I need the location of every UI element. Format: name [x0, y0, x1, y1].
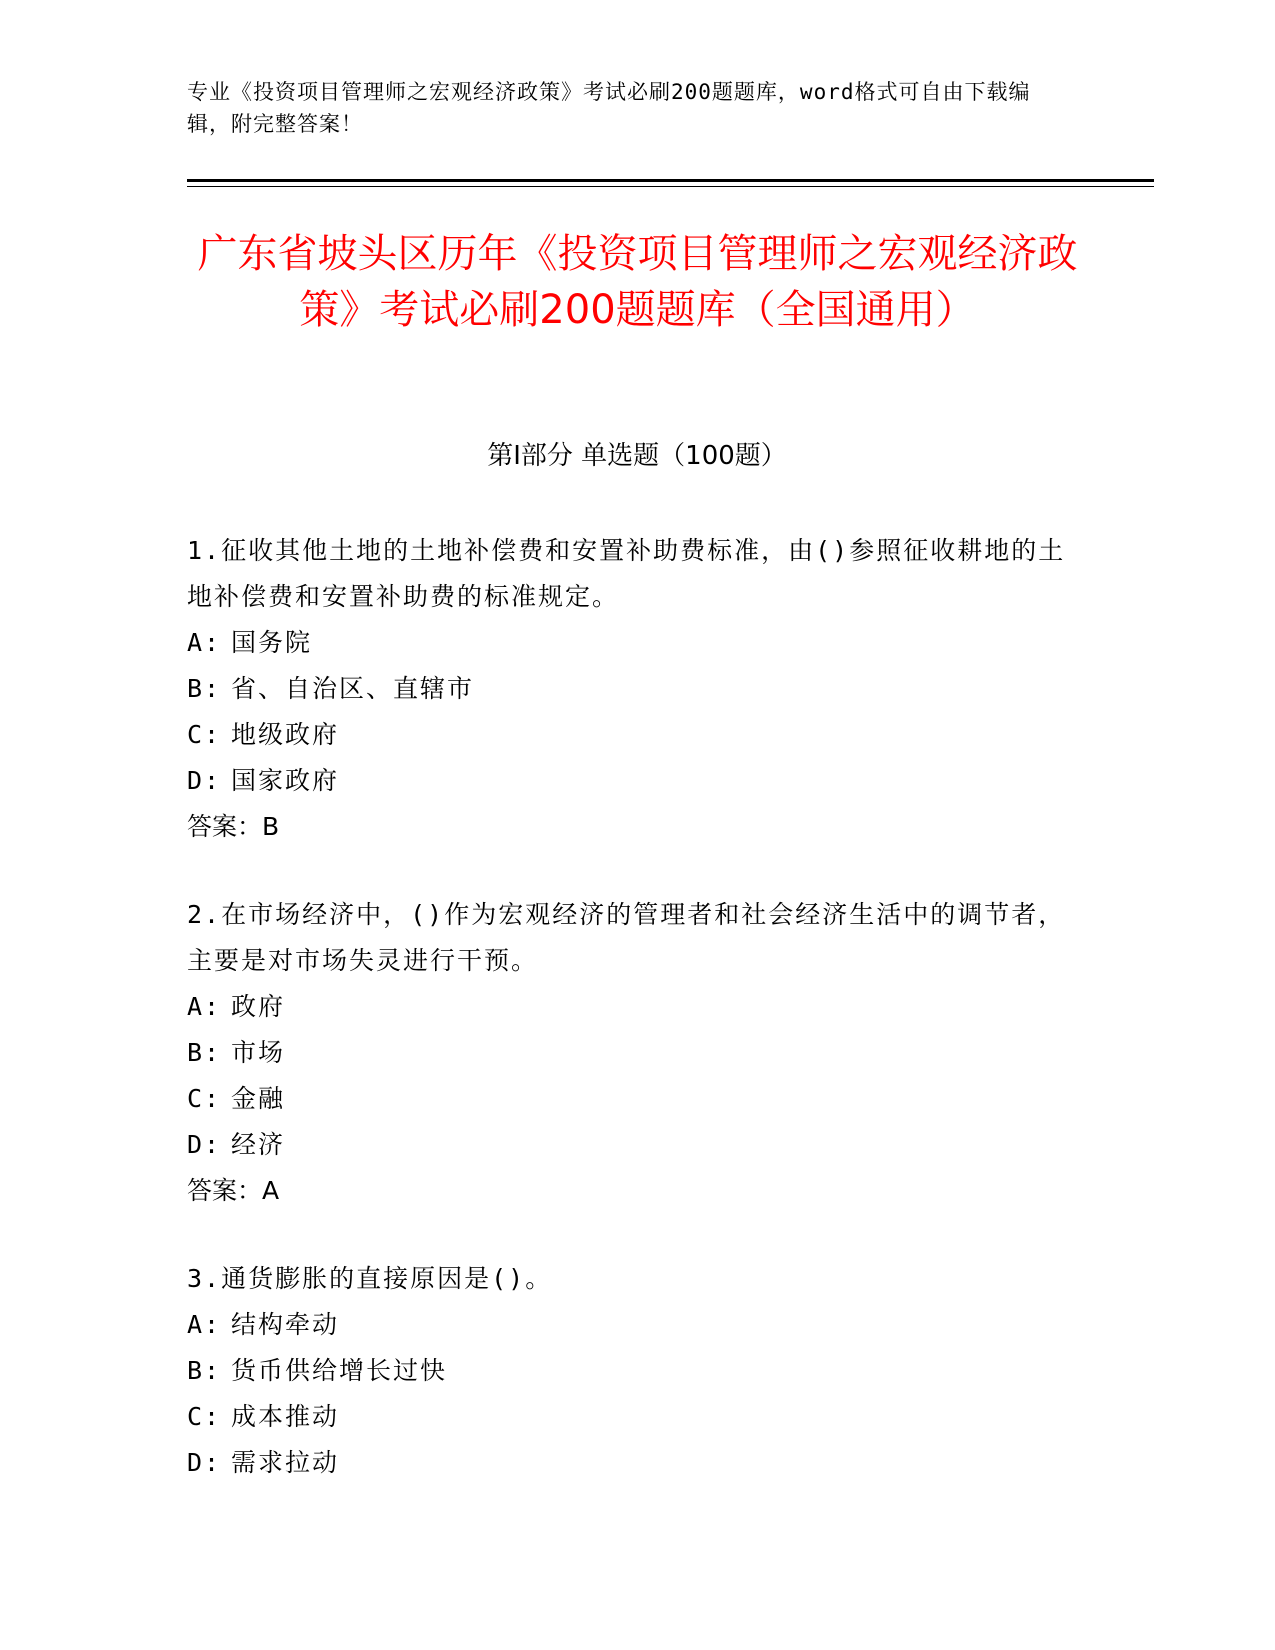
option-text: 需求拉动 — [231, 1448, 340, 1477]
question-stem: 1.征收其他土地的土地补偿费和安置补助费标准，由()参照征收耕地的土地补偿费和安置补助费的标准规定。 — [187, 536, 1066, 611]
option-label: A: — [187, 1310, 222, 1339]
header-rule-thick — [187, 179, 1154, 182]
option-label: B: — [187, 1038, 222, 1067]
header-note: 专业《投资项目管理师之宏观经济政策》考试必刷200题题库，word格式可自由下载编辑，附完整答案！ — [187, 80, 1031, 136]
option-text: 地级政府 — [231, 720, 340, 749]
option-c — [187, 1076, 1067, 1122]
option-text: 成本推动 — [231, 1402, 340, 1431]
option-label: A: — [187, 992, 222, 1021]
option-d — [187, 1122, 1067, 1168]
option-b — [187, 1348, 1067, 1394]
option-text: 市场 — [231, 1038, 286, 1067]
option-d — [187, 758, 1067, 804]
option-text: 国务院 — [231, 628, 313, 657]
question-list — [187, 528, 1067, 1528]
question-answer: 答案：B — [187, 812, 280, 841]
option-a — [187, 1302, 1067, 1348]
question-1 — [187, 528, 1067, 850]
question-stem: 2.在市场经济中，()作为宏观经济的管理者和社会经济生活中的调节者，主要是对市场失灵进行干预。 — [187, 900, 1066, 975]
option-c — [187, 1394, 1067, 1440]
option-text: 政府 — [231, 992, 286, 1021]
question-2 — [187, 892, 1067, 1214]
option-b — [187, 666, 1067, 712]
section-title: 第I部分 单选题（100题） — [487, 441, 787, 471]
option-c — [187, 712, 1067, 758]
option-text: 省、自治区、直辖市 — [231, 674, 475, 703]
option-a — [187, 984, 1067, 1030]
header-rule-thin — [187, 186, 1154, 187]
option-text: 结构牵动 — [231, 1310, 340, 1339]
option-label: B: — [187, 1356, 222, 1385]
option-label: C: — [187, 720, 222, 749]
option-text: 金融 — [231, 1084, 286, 1113]
option-d — [187, 1440, 1067, 1486]
option-label: D: — [187, 1448, 222, 1477]
option-label: A: — [187, 628, 222, 657]
option-label: B: — [187, 674, 222, 703]
option-a — [187, 620, 1067, 666]
option-label: C: — [187, 1402, 222, 1431]
option-label: C: — [187, 1084, 222, 1113]
question-stem: 3.通货膨胀的直接原因是()。 — [187, 1264, 553, 1293]
option-label: D: — [187, 1130, 222, 1159]
option-label: D: — [187, 766, 222, 795]
option-b — [187, 1030, 1067, 1076]
option-text: 经济 — [231, 1130, 286, 1159]
option-text: 国家政府 — [231, 766, 340, 795]
question-3 — [187, 1256, 1067, 1486]
document-title: 广东省坡头区历年《投资项目管理师之宏观经济政策》考试必刷200题题库（全国通用） — [197, 231, 1078, 333]
question-answer: 答案：A — [187, 1176, 280, 1205]
option-text: 货币供给增长过快 — [231, 1356, 448, 1385]
